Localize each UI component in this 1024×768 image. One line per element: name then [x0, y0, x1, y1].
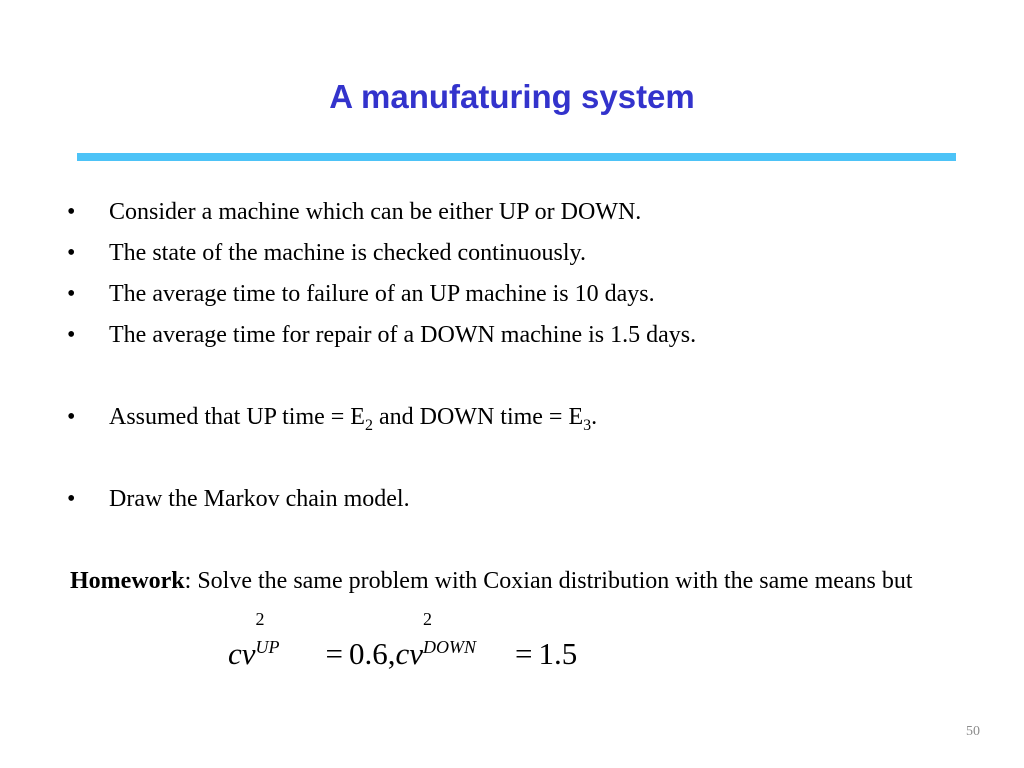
cv-down-equals: =: [515, 636, 533, 671]
bullet-dot: •: [67, 486, 76, 512]
cv-up-sup: 2: [255, 609, 265, 629]
homework-text: : Solve the same problem with Coxian distribution with the same means but: [184, 568, 913, 594]
bullet-text: The average time to failure of an UP machine is 10 days.: [109, 281, 655, 307]
bullet-item: [67, 238, 586, 268]
bullet-assumption: [67, 402, 597, 432]
cv-up-sub: UP: [255, 637, 280, 657]
cv-down-scripts: [423, 609, 509, 664]
cv-up-scripts: [255, 609, 320, 664]
bullet-item: [67, 279, 655, 309]
homework-label: Homework: [70, 568, 185, 594]
bullet-text: Consider a machine which can be either UP or DOWN.: [109, 199, 642, 225]
bullet-item: [67, 197, 641, 227]
bullet-text: The state of the machine is checked continuously.: [109, 240, 586, 266]
bullet-text: Draw the Markov chain model.: [109, 486, 410, 512]
bullet-item: [67, 320, 696, 350]
cv-down-sup: 2: [423, 609, 433, 629]
bullet-dot: •: [67, 404, 76, 430]
cv-down-sub: DOWN: [423, 637, 477, 657]
slide-title: A manufaturing system: [329, 78, 695, 115]
bullet-draw: [67, 484, 410, 514]
cv-up-value: 0.6,: [349, 636, 396, 671]
homework-paragraph: [70, 565, 960, 598]
page-number: 50: [966, 724, 980, 739]
bullet-dot: •: [67, 322, 76, 348]
bullet-dot: •: [67, 281, 76, 307]
bullet-dot: •: [67, 240, 76, 266]
bullet-dot: •: [67, 199, 76, 225]
cv-down-var: cv: [395, 636, 424, 671]
assumption-prefix: Assumed that UP time = E: [109, 404, 365, 430]
bullet-text: The average time for repair of a DOWN machine is 1.5 days.: [109, 322, 697, 348]
assumption-middle: and DOWN time = E: [372, 404, 584, 430]
cv-up-var: cv: [228, 636, 256, 671]
assumption-sub-up: 2: [364, 417, 373, 434]
cv-down-value: 1.5: [538, 636, 578, 671]
assumption-sub-down: 3: [583, 417, 592, 434]
cv-formula: [228, 609, 578, 676]
cv-up-equals: =: [325, 636, 344, 671]
assumption-suffix: .: [591, 404, 598, 430]
title-divider: [77, 153, 956, 161]
